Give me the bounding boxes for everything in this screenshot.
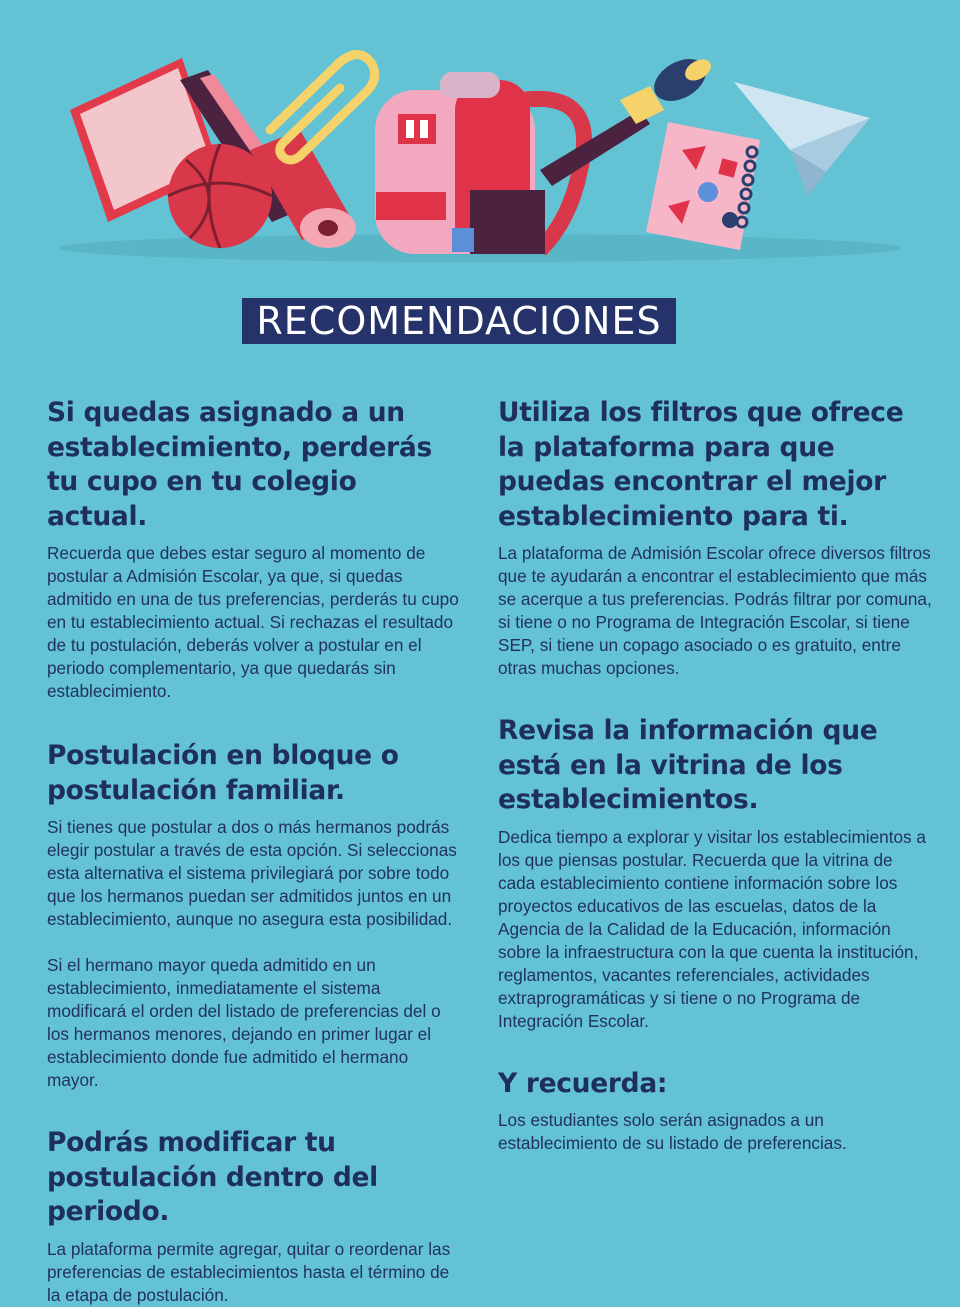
section-paragraph: Los estudiantes solo serán asignados a un establecimiento de su listado de preferencias. — [498, 1110, 847, 1153]
right-column — [498, 396, 934, 1155]
section-paragraph: Si tienes que postular a dos o más hermanos podrás elegir postular a través de esta opción. Si seleccionas esta alternativa el sistema privilegiará por sobre todo que los hermanos puedan ser admitidos juntos en un establecimiento, aunque no asegura esta posibilidad. — [47, 817, 457, 929]
section-heading: Revisa la información que está en la vitrina de los establecimientos. — [498, 715, 878, 815]
section-paragraph: Recuerda que debes estar seguro al momento de postular a Admisión Escolar, ya que, si quedas admitido en una de tus preferencias, perderás tu cupo en tu establecimiento actual. Si rechazas el resultado de tu postulación, deberás volver a postular en el periodo complementario, ya que quedarás sin establecimiento. — [47, 543, 459, 701]
section-asignado — [47, 396, 461, 703]
section-modificar — [47, 1126, 461, 1307]
section-heading: Podrás modificar tu postulación dentro del periodo. — [47, 1127, 378, 1227]
page-title: RECOMENDACIONES — [256, 299, 662, 343]
section-heading: Postulación en bloque o postulación familiar. — [47, 740, 399, 806]
section-postulacion-bloque — [47, 739, 461, 1092]
section-paragraph: La plataforma de Admisión Escolar ofrece diversos filtros que te ayudarán a encontrar el establecimiento que más se acerque a tus preferencias. Podrás filtrar por comuna, si tiene o no Programa de Integración Escolar, si tiene SEP, si tiene un copago asociado o es gratuito, entre otras muchas opciones. — [498, 543, 932, 678]
section-paragraph: Si el hermano mayor queda admitido en un establecimiento, inmediatamente el sistema modificará el orden del listado de preferencias del o los hermanos menores, dejando en primer lugar el establecimiento donde fue admitido el hermano mayor. — [47, 955, 441, 1090]
section-heading: Y recuerda: — [498, 1067, 668, 1099]
section-recuerda — [498, 1067, 934, 1156]
paperclip-icon — [270, 54, 375, 160]
section-vitrina — [498, 714, 934, 1033]
spiral-notebook-icon — [646, 122, 760, 250]
section-heading: Si quedas asignado a un establecimiento, perderás tu cupo en tu colegio actual. — [47, 397, 432, 532]
section-paragraph: La plataforma permite agregar, quitar o reordenar las preferencias de establecimientos hasta el término de la etapa de postulación. — [47, 1238, 451, 1305]
section-paragraph: Dedica tiempo a explorar y visitar los establecimientos a los que piensas postular. Recuerda que la vitrina de cada establecimiento contiene información sobre los proyectos educativos de las escuelas, datos de la Agencia de la Calidad de la Educación, información sobre la infraestructura con la que cuenta la institución, reglamentos, vacantes referenciales, actividades extraprogramáticas y si tiene o no Programa de Integración Escolar. — [498, 826, 926, 1031]
section-filtros — [498, 396, 934, 680]
section-heading: Utiliza los filtros que ofrece la plataforma para que puedas encontrar el mejor establecimiento para ti. — [498, 397, 904, 532]
title-banner — [242, 298, 676, 344]
left-column — [47, 396, 461, 1307]
school-supplies-illustration — [0, 0, 960, 290]
